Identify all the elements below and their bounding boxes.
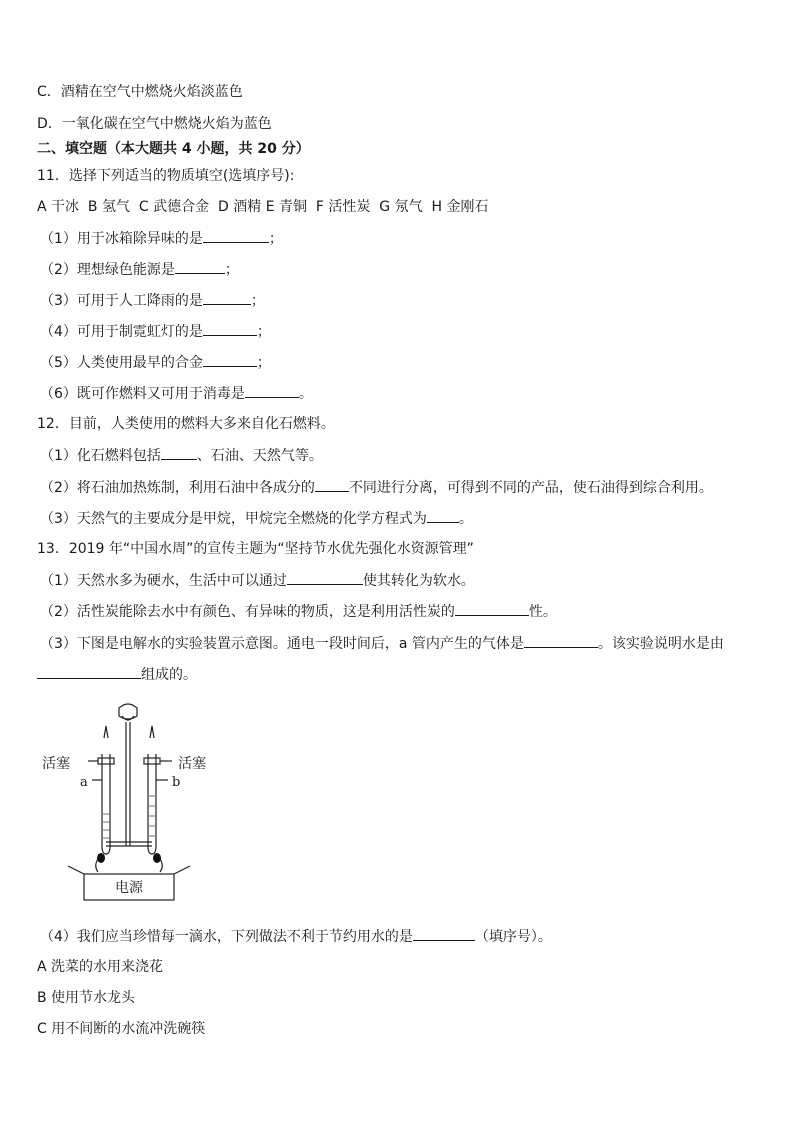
answer-blank[interactable] (315, 478, 349, 492)
q12-item-2: （2）将石油加热炼制，利用石油中各成分的 不同进行分离，可得到不同的产品，使石油得到综合利用。 (40, 480, 713, 496)
q13-option-a: A 洗菜的水用来浇花 (37, 959, 164, 975)
answer-blank[interactable] (37, 665, 141, 679)
question-13: 13．2019 年“中国水周”的宣传主题为“坚持节水优先强化水资源管理” (37, 541, 474, 557)
q11-options: A 干冰 B 氢气 C 武德合金 D 酒精 E 青铜 F 活性炭 G 氖气 H 金刚石 (37, 199, 489, 215)
section-heading: 二、填空题（本大题共 4 小题，共 20 分） (37, 141, 310, 157)
question-11: 11．选择下列适当的物质填空(选填序号): (37, 168, 295, 184)
tube-b-label: b (172, 775, 181, 790)
answer-blank[interactable] (524, 634, 598, 648)
q11-item-3: （3）可用于人工降雨的是 ； (40, 293, 265, 309)
power-source-label: 电源 (115, 880, 143, 896)
left-stopcock-label: 活塞 (42, 756, 70, 772)
answer-blank[interactable] (175, 260, 225, 274)
option-c: C．酒精在空气中燃烧火焰淡蓝色 (37, 84, 243, 100)
q11-item-2: （2）理想绿色能源是 ； (40, 262, 239, 278)
answer-blank[interactable] (427, 509, 459, 523)
q11-item-4: （4）可用于制霓虹灯的是 ； (40, 324, 271, 340)
q13-item-2: （2）活性炭能除去水中有颜色、有异味的物质，这是利用活性炭的 性。 (40, 604, 557, 620)
answer-blank[interactable] (203, 229, 269, 243)
answer-blank[interactable] (161, 446, 197, 460)
right-stopcock-label: 活塞 (178, 756, 206, 772)
answer-blank[interactable] (245, 384, 299, 398)
option-d: D．一氧化碳在空气中燃烧火焰为蓝色 (37, 116, 272, 132)
q11-item-1: （1）用于冰箱除异味的是 ； (40, 231, 283, 247)
q11-item-6: （6）既可作燃料又可用于消毒是 。 (40, 386, 313, 402)
answer-blank[interactable] (203, 322, 257, 336)
question-12: 12．目前，人类使用的燃料大多来自化石燃料。 (37, 416, 335, 432)
q13-item-4: （4）我们应当珍惜每一滴水，下列做法不利于节约用水的是 （填序号）。 (40, 929, 552, 945)
q12-item-3: （3）天然气的主要成分是甲烷，甲烷完全燃烧的化学方程式为 。 (40, 511, 473, 527)
answer-blank[interactable] (413, 927, 475, 941)
electrolysis-apparatus-figure (40, 696, 220, 906)
q13-option-c: C 用不间断的水流冲洗碗筷 (37, 1021, 206, 1037)
answer-blank[interactable] (203, 353, 257, 367)
q13-item-3: （3）下图是电解水的实验装置示意图。通电一段时间后，a 管内产生的气体是 。该实验说明水是由 (40, 636, 724, 652)
q11-item-5: （5）人类使用最早的合金 ； (40, 355, 271, 371)
q12-item-1: （1）化石燃料包括 、石油、天然气等。 (40, 448, 323, 464)
q13-option-b: B 使用节水龙头 (37, 990, 136, 1006)
q13-item-1: （1）天然水多为硬水，生活中可以通过 使其转化为软水。 (40, 573, 475, 589)
answer-blank[interactable] (203, 291, 251, 305)
tube-a-label: a (80, 775, 88, 790)
q13-item-3-cont: 组成的。 (37, 665, 197, 684)
answer-blank[interactable] (455, 602, 529, 616)
answer-blank[interactable] (287, 571, 363, 585)
